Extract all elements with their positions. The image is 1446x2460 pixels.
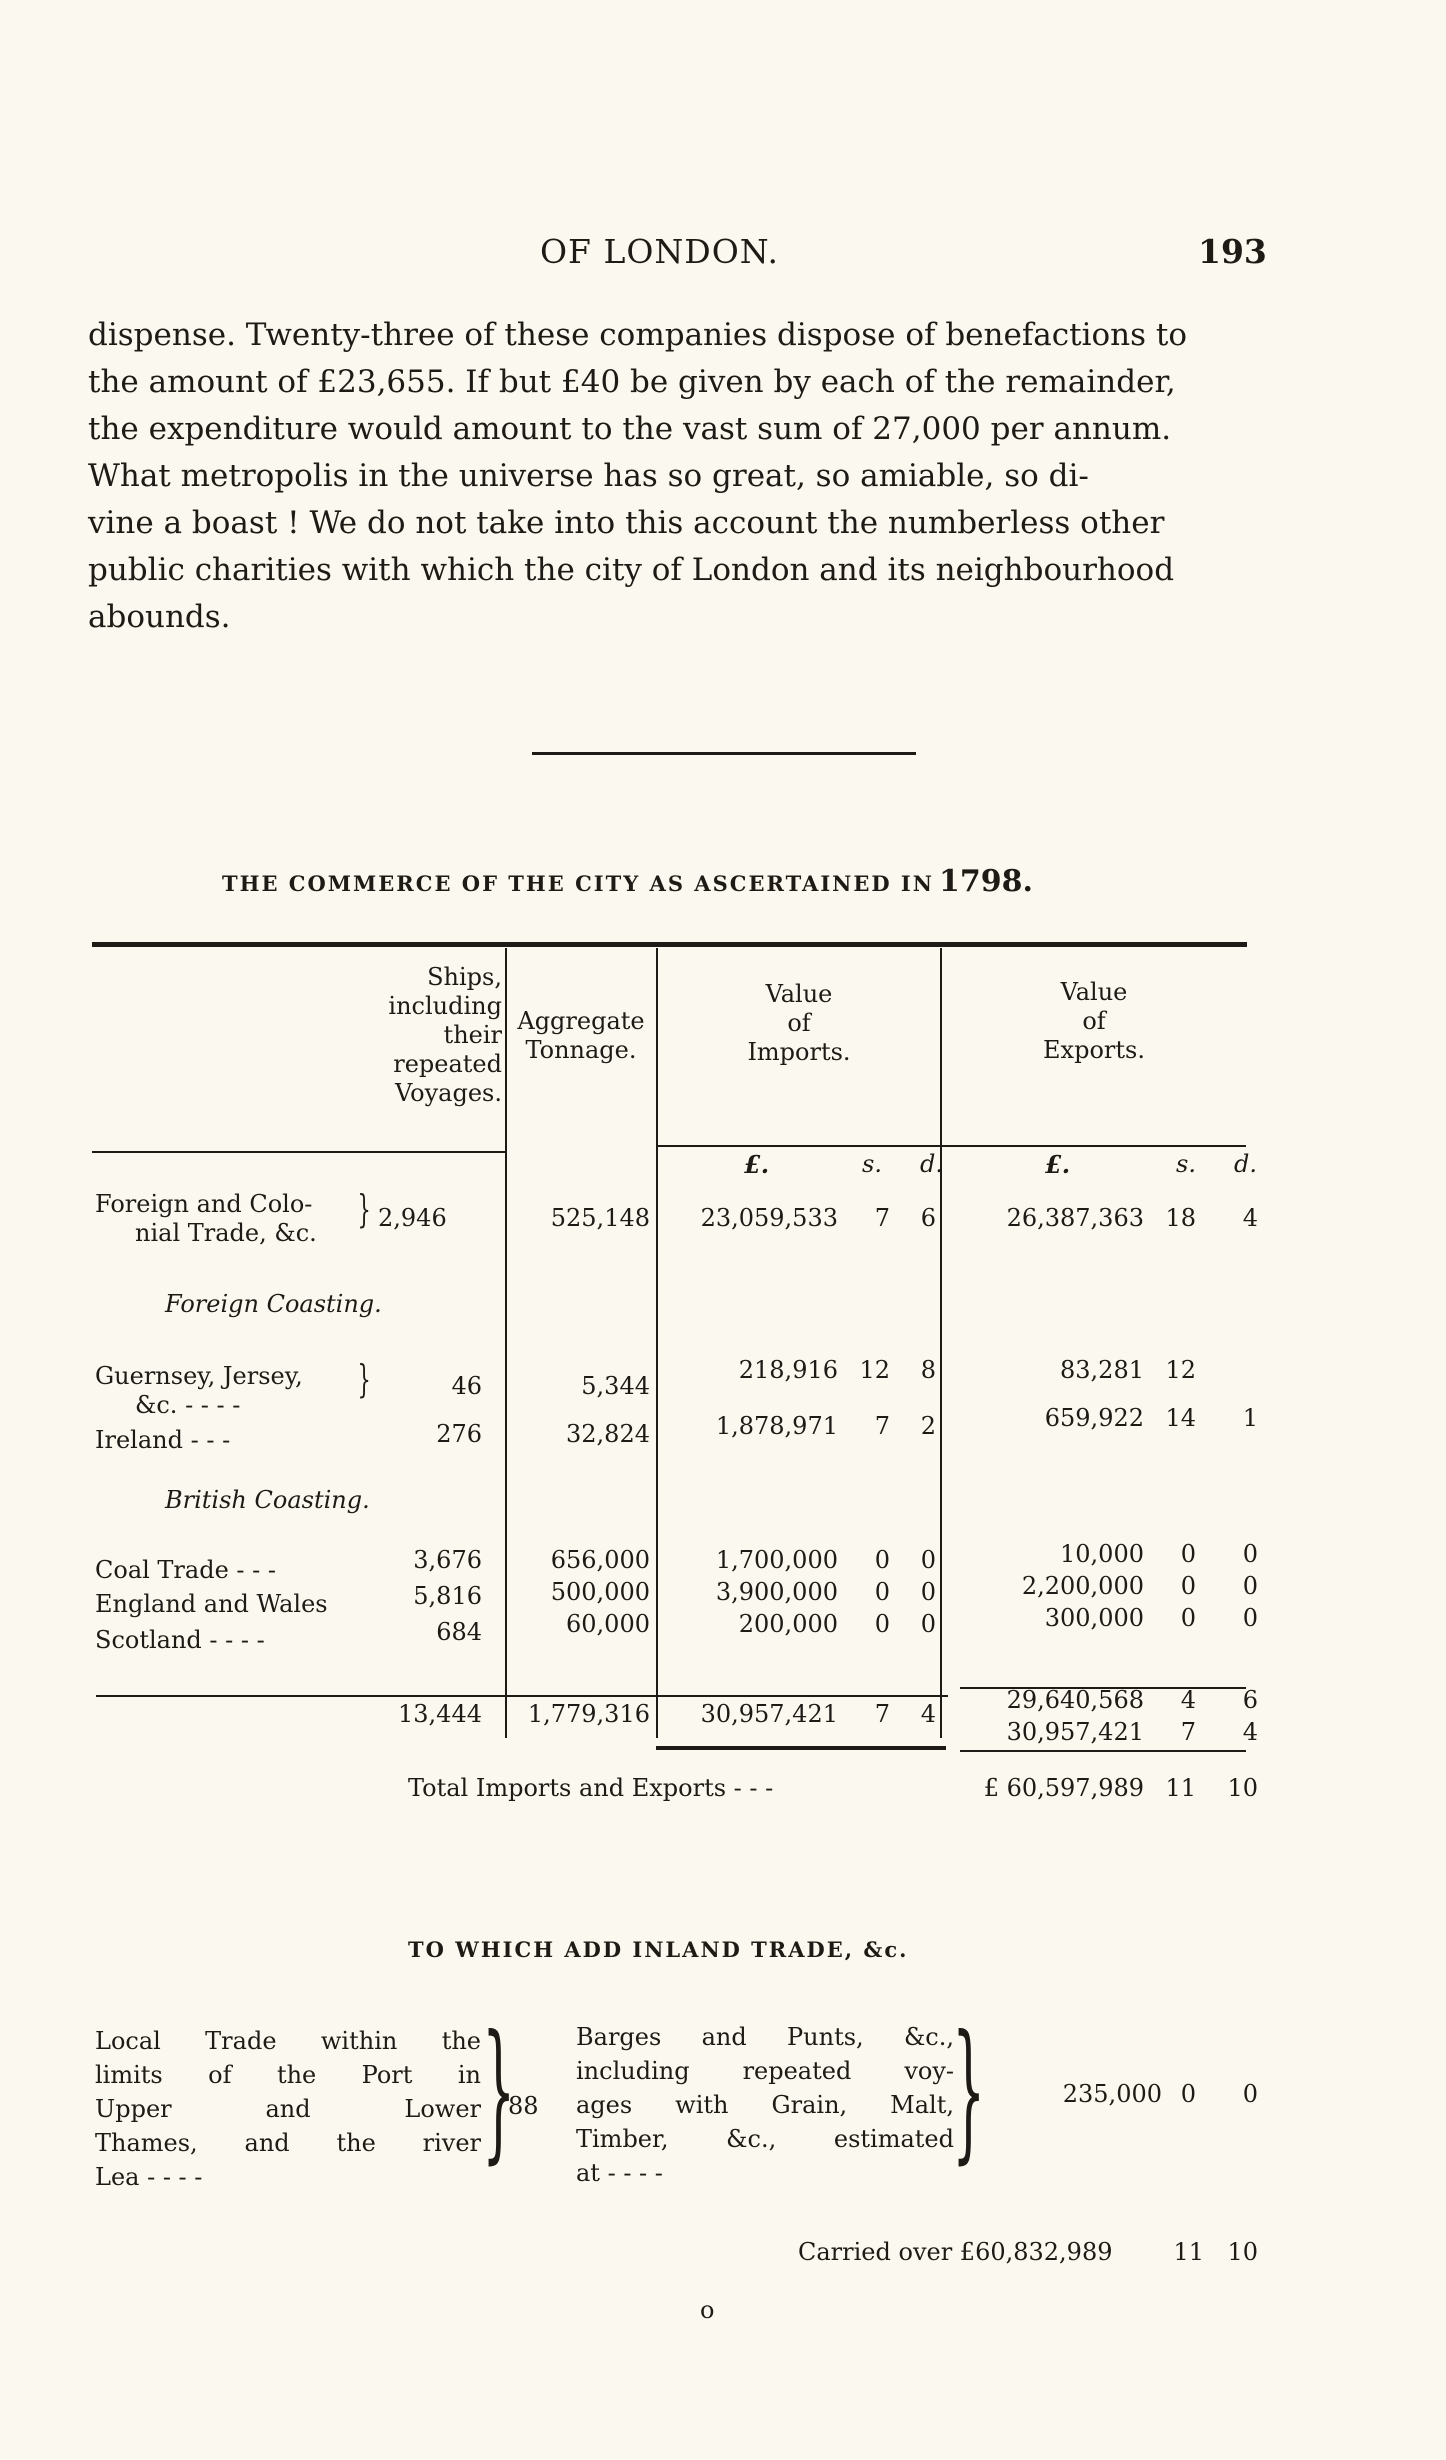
total-exports-d: 6 bbox=[1242, 1686, 1258, 1714]
foreign-ships: 2,946 bbox=[378, 1204, 447, 1232]
inland-left-line: Local Trade within the bbox=[95, 2027, 481, 2055]
header-underline bbox=[92, 1151, 505, 1153]
total-imports-repeat-l: 30,957,421 bbox=[1006, 1718, 1144, 1746]
ireland-imports-d: 2 bbox=[920, 1412, 936, 1440]
row-label-england: England and Wales bbox=[95, 1590, 328, 1618]
table-divider bbox=[505, 948, 507, 1738]
scotland-imports-d: 0 bbox=[920, 1610, 936, 1638]
coal-tonnage: 656,000 bbox=[550, 1546, 650, 1574]
import-pence-unit: d. bbox=[920, 1150, 943, 1178]
ireland-imports-l: 1,878,971 bbox=[715, 1412, 838, 1440]
running-title: OF LONDON. bbox=[540, 232, 780, 271]
coal-exports-d: 0 bbox=[1242, 1540, 1258, 1568]
inland-heading: TO WHICH ADD INLAND TRADE, &c. bbox=[408, 1937, 909, 1962]
col-header-imports bbox=[660, 980, 938, 1067]
brace-icon: } bbox=[357, 1357, 371, 1401]
scotland-exports-l: 300,000 bbox=[1044, 1604, 1144, 1632]
total-imports-d: 4 bbox=[920, 1700, 936, 1728]
col-header-line: of bbox=[787, 1009, 811, 1037]
col-header-line: Value bbox=[765, 980, 833, 1008]
col-header-line: Voyages. bbox=[395, 1079, 502, 1107]
total-imports-s: 7 bbox=[874, 1700, 890, 1728]
england-ships: 5,816 bbox=[413, 1582, 482, 1610]
grand-total-s: 11 bbox=[1165, 1774, 1196, 1802]
guernsey-exports-s: 12 bbox=[1165, 1356, 1196, 1384]
row-label-foreign bbox=[95, 1190, 317, 1248]
row-label-ireland: Ireland - - - bbox=[95, 1426, 231, 1454]
grand-total-rule bbox=[656, 1746, 946, 1750]
coal-exports-s: 0 bbox=[1180, 1540, 1196, 1568]
body-line: dispense. Twenty-three of these companies dispose of benefactions to bbox=[88, 317, 1188, 353]
guernsey-exports-l: 83,281 bbox=[1060, 1356, 1144, 1384]
body-line: public charities with which the city of London and its neighbourhood bbox=[88, 552, 1175, 588]
coal-imports-l: 1,700,000 bbox=[715, 1546, 838, 1574]
body-paragraph bbox=[88, 312, 1253, 641]
inland-left-line: Thames, and the river bbox=[95, 2129, 481, 2157]
total-tonnage: 1,779,316 bbox=[527, 1700, 650, 1728]
total-exports-l: 29,640,568 bbox=[1006, 1686, 1144, 1714]
england-imports-d: 0 bbox=[920, 1578, 936, 1606]
col-header-line: Tonnage. bbox=[525, 1036, 637, 1064]
scotland-tonnage: 60,000 bbox=[566, 1610, 650, 1638]
inland-right-line: Timber, &c., estimated bbox=[576, 2125, 954, 2153]
row-label-line: &c. - - - - bbox=[135, 1391, 241, 1419]
row-label-line: Foreign and Colo- bbox=[95, 1190, 313, 1218]
england-exports-l: 2,200,000 bbox=[1021, 1572, 1144, 1600]
inland-value-d: 0 bbox=[1242, 2080, 1258, 2108]
ireland-exports-d: 1 bbox=[1242, 1404, 1258, 1432]
body-line: the amount of £23,655. If but £40 be given by each of the remainder, bbox=[88, 364, 1176, 400]
ireland-imports-s: 7 bbox=[874, 1412, 890, 1440]
inland-value-s: 0 bbox=[1180, 2080, 1196, 2108]
scotland-exports-s: 0 bbox=[1180, 1604, 1196, 1632]
foreign-exports-s: 18 bbox=[1165, 1204, 1196, 1232]
grand-total-rule bbox=[960, 1750, 1246, 1752]
total-exports-s: 4 bbox=[1180, 1686, 1196, 1714]
col-header-exports bbox=[944, 978, 1244, 1065]
col-header-tonnage bbox=[508, 1007, 654, 1065]
body-line: vine a boast ! We do not take into this account the numberless other bbox=[88, 505, 1165, 541]
guernsey-imports-s: 12 bbox=[859, 1356, 890, 1384]
row-label-guernsey bbox=[95, 1362, 303, 1420]
inland-right-line: ages with Grain, Malt, bbox=[576, 2091, 954, 2119]
carried-over-s: 11 bbox=[1173, 2238, 1204, 2266]
commerce-heading-text: THE COMMERCE OF THE CITY AS ASCERTAINED IN bbox=[222, 871, 934, 896]
england-imports-s: 0 bbox=[874, 1578, 890, 1606]
commerce-year: 1798. bbox=[939, 864, 1033, 899]
total-imports-l: 30,957,421 bbox=[700, 1700, 838, 1728]
col-header-line: Value bbox=[1060, 978, 1128, 1006]
export-shilling-unit: s. bbox=[1176, 1150, 1196, 1178]
export-pence-unit: d. bbox=[1234, 1150, 1257, 1178]
foreign-imports-s: 7 bbox=[874, 1204, 890, 1232]
body-line: What metropolis in the universe has so great, so amiable, so di- bbox=[88, 458, 1089, 494]
ireland-exports-l: 659,922 bbox=[1044, 1404, 1144, 1432]
signature-mark: o bbox=[700, 2296, 715, 2324]
inland-right-line: at - - - - bbox=[576, 2159, 663, 2187]
col-header-line: Imports. bbox=[747, 1038, 851, 1066]
col-header-line: Ships, bbox=[427, 963, 502, 991]
coal-imports-d: 0 bbox=[920, 1546, 936, 1574]
row-label-line: Guernsey, Jersey, bbox=[95, 1362, 303, 1390]
foreign-tonnage: 525,148 bbox=[550, 1204, 650, 1232]
col-header-line: their bbox=[443, 1021, 502, 1049]
commerce-heading bbox=[222, 864, 1033, 899]
ireland-tonnage: 32,824 bbox=[566, 1420, 650, 1448]
export-pound-unit: £. bbox=[1045, 1150, 1071, 1179]
ireland-exports-s: 14 bbox=[1165, 1404, 1196, 1432]
england-tonnage: 500,000 bbox=[550, 1578, 650, 1606]
header-underline bbox=[656, 1145, 1246, 1147]
brace-icon: } bbox=[482, 2004, 516, 2178]
row-label-scotland: Scotland - - - - bbox=[95, 1626, 265, 1654]
row-label-line: nial Trade, &c. bbox=[135, 1219, 317, 1247]
guernsey-tonnage: 5,344 bbox=[581, 1372, 650, 1400]
guernsey-imports-d: 8 bbox=[920, 1356, 936, 1384]
england-imports-l: 3,900,000 bbox=[715, 1578, 838, 1606]
carried-over-d: 10 bbox=[1227, 2238, 1258, 2266]
total-ships: 13,444 bbox=[398, 1700, 482, 1728]
coal-imports-s: 0 bbox=[874, 1546, 890, 1574]
inland-right-line: including repeated voy- bbox=[576, 2057, 954, 2085]
section-foreign-coasting: Foreign Coasting. bbox=[165, 1290, 382, 1318]
section-british-coasting: British Coasting. bbox=[165, 1486, 370, 1514]
table-divider bbox=[940, 948, 942, 1738]
page-number: 193 bbox=[1198, 232, 1267, 271]
inland-left-line: limits of the Port in bbox=[95, 2061, 481, 2089]
scotland-imports-s: 0 bbox=[874, 1610, 890, 1638]
col-header-line: repeated bbox=[393, 1050, 502, 1078]
table-divider bbox=[656, 948, 658, 1738]
brace-icon: } bbox=[952, 2004, 986, 2178]
grand-total-label: Total Imports and Exports - - - bbox=[408, 1774, 774, 1802]
coal-exports-l: 10,000 bbox=[1060, 1540, 1144, 1568]
col-header-line: Aggregate bbox=[517, 1007, 645, 1035]
scotland-exports-d: 0 bbox=[1242, 1604, 1258, 1632]
table-top-rule bbox=[92, 942, 1247, 947]
total-imports-repeat-s: 7 bbox=[1180, 1718, 1196, 1746]
grand-total-d: 10 bbox=[1227, 1774, 1258, 1802]
foreign-exports-d: 4 bbox=[1242, 1204, 1258, 1232]
scotland-imports-l: 200,000 bbox=[738, 1610, 838, 1638]
inland-value-l: 235,000 bbox=[1062, 2080, 1162, 2108]
brace-icon: } bbox=[357, 1187, 371, 1231]
col-header-ships bbox=[340, 963, 502, 1108]
england-exports-s: 0 bbox=[1180, 1572, 1196, 1600]
inland-right-line: Barges and Punts, &c., bbox=[576, 2023, 954, 2051]
row-label-coal: Coal Trade - - - bbox=[95, 1556, 276, 1584]
import-pound-unit: £. bbox=[744, 1150, 770, 1179]
scotland-ships: 684 bbox=[436, 1618, 482, 1646]
import-shilling-unit: s. bbox=[862, 1150, 882, 1178]
foreign-imports-d: 6 bbox=[920, 1204, 936, 1232]
total-imports-repeat-d: 4 bbox=[1242, 1718, 1258, 1746]
inland-left-line: Upper and Lower bbox=[95, 2095, 481, 2123]
inland-count: 88 bbox=[508, 2092, 539, 2120]
coal-ships: 3,676 bbox=[413, 1546, 482, 1574]
col-header-line: including bbox=[388, 992, 502, 1020]
section-divider bbox=[532, 752, 916, 755]
grand-total-l: £ 60,597,989 bbox=[983, 1774, 1144, 1802]
col-header-line: of bbox=[1082, 1007, 1106, 1035]
body-line: abounds. bbox=[88, 599, 231, 635]
inland-right-text bbox=[576, 2020, 954, 2190]
guernsey-imports-l: 218,916 bbox=[738, 1356, 838, 1384]
body-line: the expenditure would amount to the vast sum of 27,000 per annum. bbox=[88, 411, 1172, 447]
guernsey-ships: 46 bbox=[451, 1372, 482, 1400]
totals-rule bbox=[96, 1695, 948, 1697]
foreign-imports-l: 23,059,533 bbox=[700, 1204, 838, 1232]
inland-left-line: Lea - - - - bbox=[95, 2163, 203, 2191]
foreign-exports-l: 26,387,363 bbox=[1006, 1204, 1144, 1232]
england-exports-d: 0 bbox=[1242, 1572, 1258, 1600]
carried-over-label: Carried over £60,832,989 bbox=[798, 2238, 1113, 2266]
col-header-line: Exports. bbox=[1043, 1036, 1145, 1064]
inland-left-text bbox=[95, 2024, 481, 2194]
ireland-ships: 276 bbox=[436, 1420, 482, 1448]
